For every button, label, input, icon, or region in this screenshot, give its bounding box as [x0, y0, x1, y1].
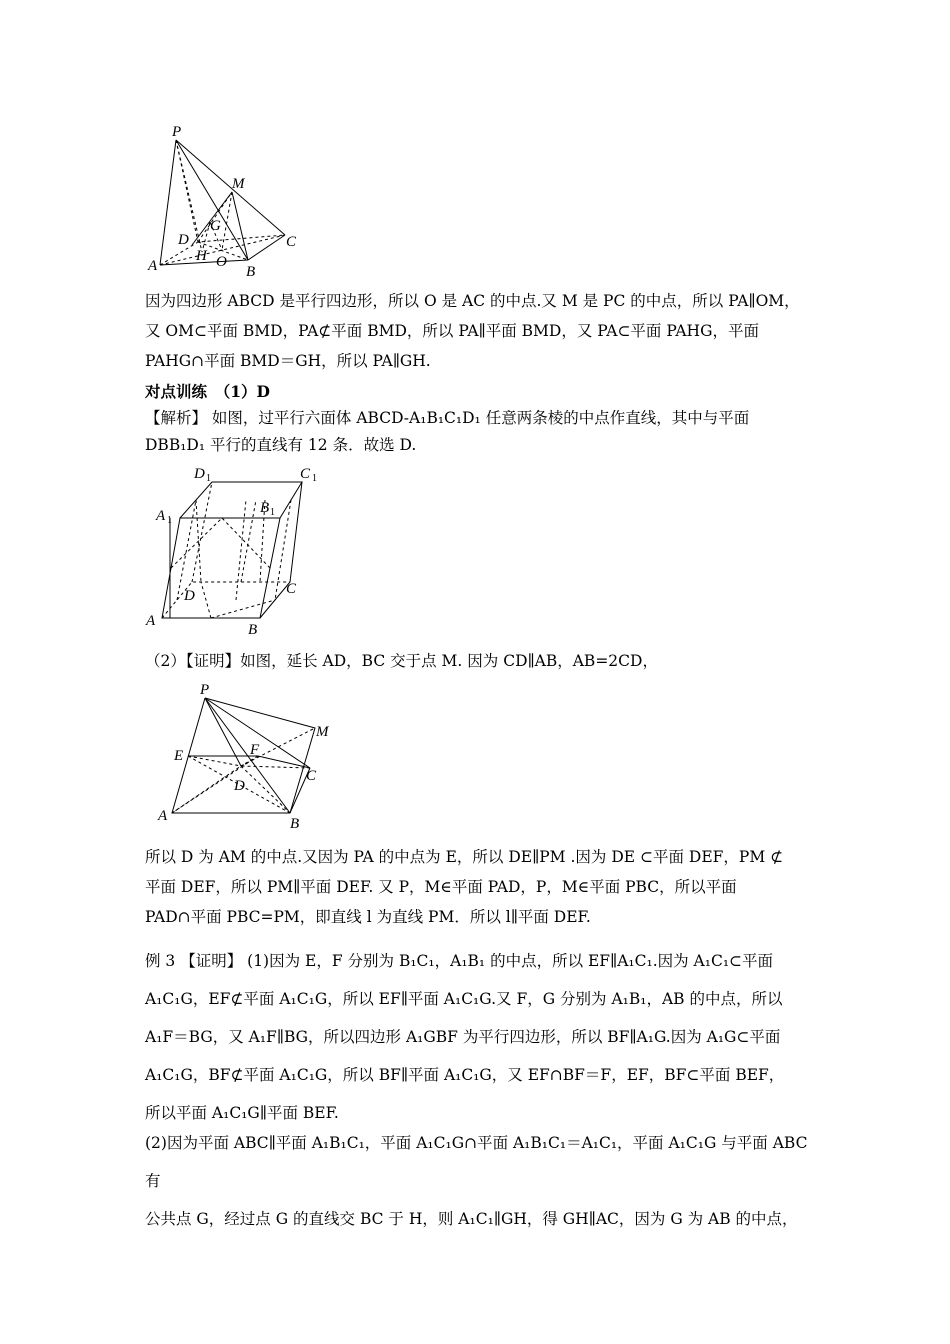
text-line: DBB₁D₁ 平行的直线有 12 条．故选 D. — [145, 436, 417, 454]
label-B1: B — [260, 500, 270, 516]
text-line: （2）【证明】如图，延长 AD，BC 交于点 M. 因为 CD∥AB，AB=2CD， — [145, 652, 658, 670]
label-B: B — [290, 816, 300, 832]
label-A: A — [158, 808, 168, 824]
label-D: D — [234, 778, 245, 794]
text-line: 所以平面 A₁C₁G∥平面 BEF. — [145, 1104, 339, 1122]
label-O: O — [216, 254, 227, 270]
text-line: 因为四边形 ABCD 是平行四边形，所以 O 是 AC 的中点.又 M 是 PC 的中点，所以 PA∥OM， — [145, 292, 800, 310]
text-line: A₁F＝BG，又 A₁F∥BG，所以四边形 A₁GBF 为平行四边形，所以 BF∥A₁G.因为 A₁G⊂平面 — [145, 1028, 781, 1046]
text-line: 平面 DEF，所以 PM∥平面 DEF. 又 P，M∈平面 PAD，P，M∈平面 PBC，所以平面 — [145, 878, 737, 896]
text-line: A₁C₁G，EF⊄平面 A₁C₁G，所以 EF∥平面 A₁C₁G.又 F，G 分别为 A₁B₁，AB 的中点，所以 — [145, 990, 783, 1008]
label-A1: A — [156, 508, 166, 524]
label-C: C — [306, 768, 317, 784]
label-P: P — [200, 682, 210, 698]
paragraph-part2 — [145, 646, 810, 676]
paragraph-proof-3 — [145, 842, 810, 932]
text-line: 【解析】 如图，过平行六面体 ABCD-A₁B₁C₁D₁ 任意两条棱的中点作直线，其中与平面 — [145, 409, 750, 427]
label-B: B — [248, 622, 258, 638]
label-D1: D — [194, 466, 205, 482]
figure-pyramid — [140, 120, 320, 285]
example-3 — [145, 942, 810, 1132]
label-P: P — [172, 124, 182, 140]
label-B: B — [246, 264, 256, 280]
label-G: G — [210, 218, 221, 234]
figure-parallelepiped — [140, 460, 340, 640]
paragraph-proof-1 — [145, 286, 810, 376]
text-line: 所以 D 为 AM 的中点.又因为 PA 的中点为 E，所以 DE∥PM .因为 DE ⊂平面 DEF，PM ⊄ — [145, 848, 784, 866]
paragraph-part2-proof — [145, 1124, 810, 1238]
section-heading: 对点训练 （1）D — [145, 382, 270, 401]
subscript: 1 — [312, 473, 317, 484]
label-E: E — [174, 748, 184, 764]
training-section — [145, 378, 810, 459]
label-C1: C — [300, 466, 311, 482]
label-C: C — [286, 234, 297, 250]
label-M: M — [232, 176, 245, 192]
label-D: D — [184, 588, 195, 604]
label-A: A — [146, 613, 156, 629]
text-line: A₁C₁G，BF⊄平面 A₁C₁G，所以 BF∥平面 A₁C₁G，又 EF∩BF＝F，EF，BF⊂平面 BEF， — [145, 1066, 785, 1084]
figure-pyramid-extended — [140, 678, 350, 833]
text-line: PAHG∩平面 BMD＝GH，所以 PA∥GH. — [145, 352, 431, 370]
text-line: 例 3 【证明】 (1)因为 E，F 分别为 B₁C₁，A₁B₁ 的中点，所以 EF∥A₁C₁.因为 A₁C₁⊂平面 — [145, 952, 774, 970]
label-F: F — [250, 742, 260, 758]
label-A: A — [148, 258, 158, 274]
label-H: H — [196, 248, 207, 264]
subscript: 1 — [206, 473, 211, 484]
text-line: PAD∩平面 PBC=PM，即直线 l 为直线 PM．所以 l∥平面 DEF. — [145, 908, 591, 926]
text-line: (2)因为平面 ABC∥平面 A₁B₁C₁，平面 A₁C₁G∩平面 A₁B₁C₁＝A₁C₁，平面 A₁C₁G 与平面 ABC 有 — [145, 1134, 808, 1190]
label-C: C — [286, 581, 297, 597]
subscript: 1 — [167, 515, 172, 526]
subscript: 1 — [270, 507, 275, 518]
label-M: M — [316, 724, 329, 740]
text-line: 公共点 G，经过点 G 的直线交 BC 于 H，则 A₁C₁∥GH，得 GH∥AC，因为 G 为 AB 的中点， — [145, 1210, 798, 1228]
text-line: 又 OM⊂平面 BMD，PA⊄平面 BMD，所以 PA∥平面 BMD，又 PA⊂平面 PAHG，平面 — [145, 322, 759, 340]
label-D: D — [178, 232, 189, 248]
